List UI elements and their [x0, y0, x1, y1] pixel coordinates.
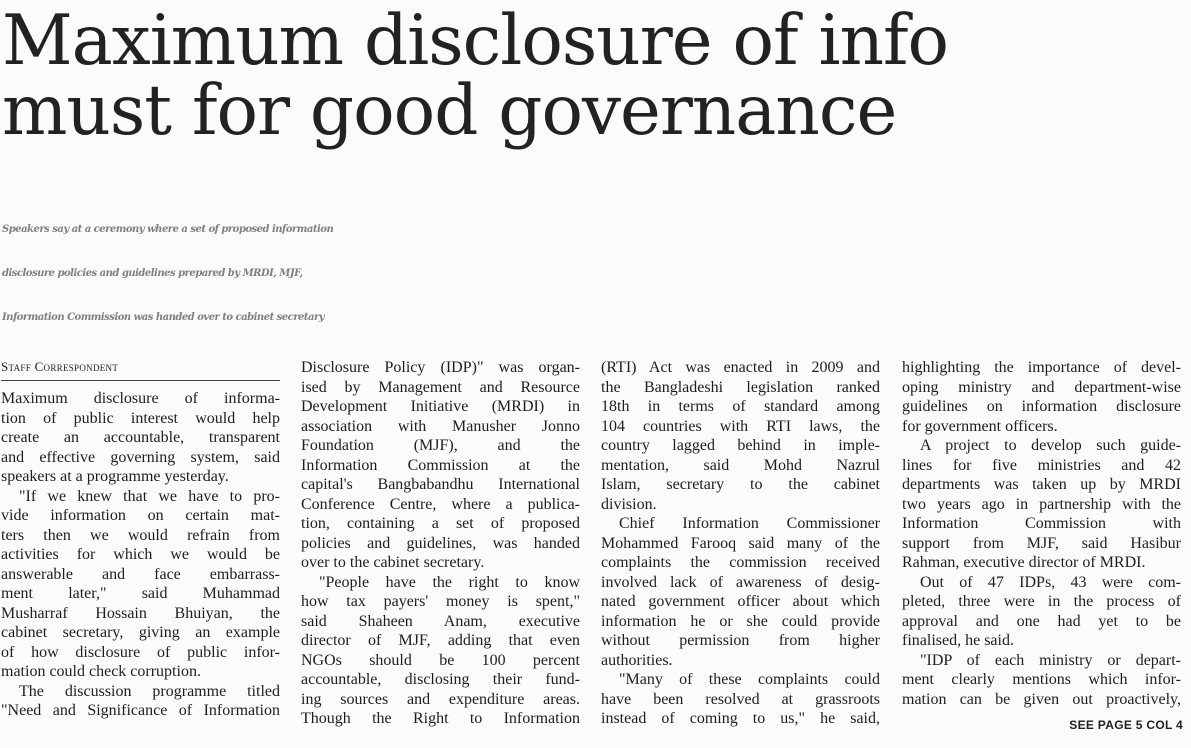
article-text-line: of how disclosure of public infor- — [1, 643, 280, 661]
article-text-line: without permission from higher — [601, 632, 880, 649]
article-text-line: ment later," said Muhammad — [1, 585, 280, 602]
article-column-2 — [301, 358, 580, 729]
article-text-line: cabinet secretary, giving an example — [1, 624, 280, 641]
byline: Staff Correspondent — [1, 358, 280, 381]
article-text-line: instead of coming to us," he said, — [601, 710, 880, 727]
article-text-line: "IDP of each ministry or depart- — [920, 651, 1181, 669]
article-text-line: Maximum disclosure of informa- — [1, 390, 280, 407]
article-text-line: pleted, three were in the process of — [902, 593, 1181, 610]
article-text-line: A project to develop such guide- — [920, 437, 1181, 454]
article-text-line: support from MJF, said Hasibur — [902, 534, 1181, 552]
article-text-line: over to the cabinet secretary. — [301, 554, 485, 571]
article-text-line: create an accountable, transparent — [1, 429, 280, 446]
article-text-line: division. — [601, 495, 657, 513]
article-text-line: and effective governing system, said — [1, 448, 280, 466]
article-text-line: 104 countries with RTI laws, the — [601, 417, 880, 435]
article-text-line: said Shaheen Anam, executive — [301, 612, 580, 630]
article-text-line: finalised, he said. — [902, 632, 1014, 649]
article-text-line: highlighting the importance of devel- — [902, 359, 1181, 376]
article-text-line: "Many of these complaints could — [619, 671, 880, 688]
article-text-line: involved lack of awareness of desig- — [601, 573, 880, 591]
article-text-line: association with Manusher Jonno — [301, 417, 580, 435]
article-text-line: Chief Information Commissioner — [619, 515, 880, 532]
article-text-line: ing sources and expenditure areas. — [301, 690, 580, 708]
article-text-line: answerable and face embarrass- — [1, 565, 280, 583]
article-text-line: mation could check corruption. — [1, 663, 201, 680]
article-text-line: "People have the right to know — [319, 573, 580, 591]
article-text-line: "If we knew that we have to pro- — [19, 487, 280, 505]
article-text-line: Rahman, executive director of MRDI. — [902, 554, 1146, 571]
article-column-1 — [1, 358, 280, 721]
article-text-line: (RTI) Act was enacted in 2009 and — [601, 359, 880, 376]
headline-line: Maximum disclosure of info — [2, 1, 949, 81]
article-text-line: "Need and Significance of Information — [1, 702, 280, 719]
subheadline-line: Information Commission was handed over to cabinet secretary — [2, 312, 325, 323]
article-text-line: accountable, disclosing their fund- — [301, 671, 580, 688]
article-text-line: Development Initiative (MRDI) in — [301, 398, 580, 415]
article-text-line: have been resolved at grassroots — [601, 690, 880, 708]
article-text-line: NGOs should be 100 percent — [301, 651, 580, 669]
article-text-line: director of MJF, adding that even — [301, 632, 580, 649]
headline-line: must for good governance — [2, 71, 897, 151]
subheadline — [2, 208, 1188, 340]
article-column-3 — [601, 358, 880, 729]
article-text-line: Out of 47 IDPs, 43 were com- — [920, 573, 1181, 591]
article-text-line: two years ago in partnership with the — [902, 495, 1181, 513]
article-text-line: vide information on certain mat- — [1, 507, 280, 524]
article-text-line: Mohammed Farooq said many of the — [601, 534, 880, 552]
article-text-line: tion, containing a set of proposed — [301, 515, 580, 532]
article-text-line: ised by Management and Resource — [301, 378, 580, 396]
subheadline-line: disclosure policies and guidelines prepared by MRDI, MJF, — [2, 268, 303, 279]
article-text-line: Information Commission with — [902, 515, 1181, 532]
article-text-line: The discussion programme titled — [19, 682, 280, 700]
article-text-line: Islam, secretary to the cabinet — [601, 476, 880, 493]
article-text-line: tion of public interest would help — [1, 409, 280, 427]
article-text-line: 18th in terms of standard among — [601, 398, 880, 415]
article-text-line: information he or she could provide — [601, 612, 880, 630]
article-text-line: guidelines on information disclosure — [902, 398, 1181, 415]
article-text-line: approval and one had yet to be — [902, 612, 1181, 630]
article-text-line: mation can be given out proactively, — [902, 690, 1181, 708]
article-text-line: nated government officer about which — [601, 593, 880, 610]
article-text-line: activities for which we would be — [1, 546, 280, 563]
article-text-line: capital's Bangbabandhu International — [301, 476, 580, 493]
article-text-line: lines for five ministries and 42 — [902, 456, 1181, 474]
article-text-line: Conference Centre, where a publica- — [301, 495, 580, 513]
article-text-line: for government officers. — [902, 417, 1058, 435]
article-text-line: ment clearly mentions which infor- — [902, 671, 1181, 688]
headline — [2, 1, 1188, 151]
subheadline-line: Speakers say at a ceremony where a set of proposed information — [2, 224, 334, 235]
article-text-line: oping ministry and department-wise — [902, 378, 1181, 396]
article-column-4 — [902, 358, 1181, 709]
continuation-jump-line: SEE PAGE 5 COL 4 — [1069, 718, 1183, 732]
article-text-line: the Bangladeshi legislation ranked — [601, 378, 880, 396]
article-text-line: Disclosure Policy (IDP)" was organ- — [301, 359, 580, 376]
article-text-line: complaints the commission received — [601, 554, 880, 571]
article-text-line: Musharraf Hossain Bhuiyan, the — [1, 604, 280, 622]
article-text-line: policies and guidelines, was handed — [301, 534, 580, 552]
article-text-line: how tax payers' money is spent," — [301, 593, 580, 610]
article-text-line: mentation, said Mohd Nazrul — [601, 456, 880, 474]
article-text-line: speakers at a programme yesterday. — [1, 468, 229, 485]
article-text-line: ters then we would refrain from — [1, 526, 280, 544]
article-text-line: Information Commission at the — [301, 456, 580, 474]
article-text-line: departments was taken up by MRDI — [902, 476, 1181, 493]
article-text-line: country lagged behind in imple- — [601, 437, 880, 454]
article-text-line: Though the Right to Information — [301, 710, 580, 727]
article-text-line: Foundation (MJF), and the — [301, 437, 580, 454]
article-text-line: authorities. — [601, 651, 673, 669]
